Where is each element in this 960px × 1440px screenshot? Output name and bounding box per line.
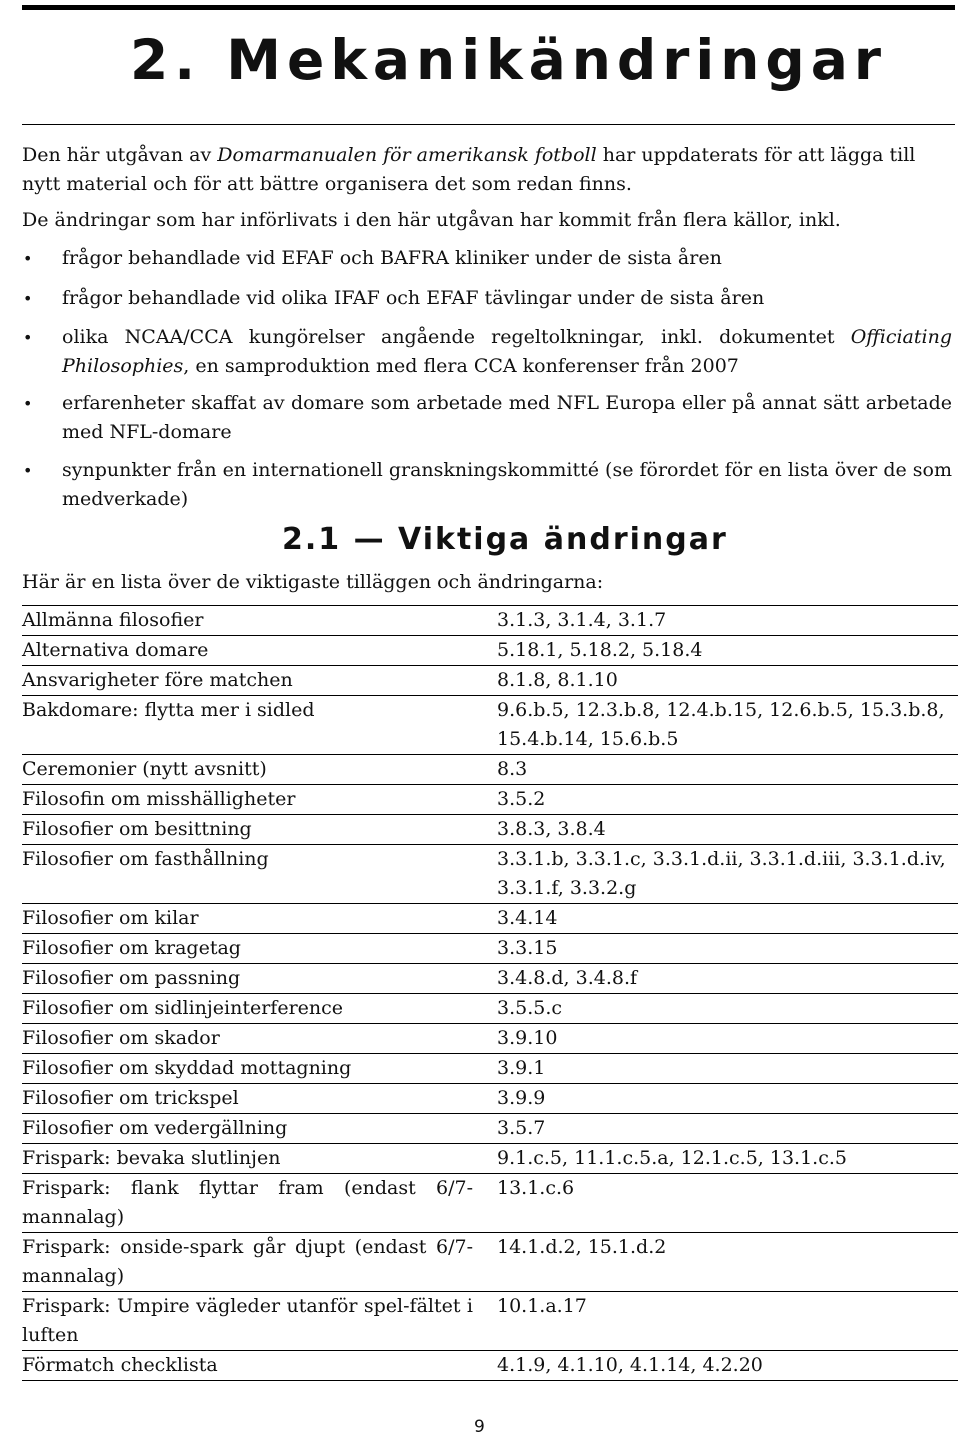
- refs-cell: 8.3: [497, 755, 958, 785]
- table-row: [22, 606, 958, 636]
- topic-cell: Filosofier om trickspel: [22, 1084, 497, 1114]
- list-item: [22, 389, 952, 447]
- topic-cell: Frispark: flank flyttar fram (endast 6/7-mannalag): [22, 1174, 497, 1233]
- topic-cell: Filosofier om sidlinjeinterference: [22, 994, 497, 1024]
- refs-cell: 3.9.1: [497, 1054, 958, 1084]
- manual-title: Domarmanualen för amerikansk fotboll: [217, 144, 597, 166]
- table-row: [22, 1114, 958, 1144]
- topic-cell: Allmänna filosofier: [22, 606, 497, 636]
- bullet-text-after: , en samproduktion med flera CCA konferenser från 2007: [183, 355, 739, 377]
- topic-cell: Alternativa domare: [22, 636, 497, 666]
- list-item: [22, 323, 952, 381]
- refs-cell: 3.5.2: [497, 785, 958, 815]
- refs-cell: 10.1.a.17: [497, 1292, 958, 1351]
- refs-cell: 3.9.10: [497, 1024, 958, 1054]
- section-heading: 2.1 — Viktiga ändringar: [282, 522, 728, 557]
- refs-cell: 3.9.9: [497, 1084, 958, 1114]
- refs-cell: 13.1.c.6: [497, 1174, 958, 1233]
- bullet-text: frågor behandlade vid olika IFAF och EFAF tävlingar under de sista åren: [62, 287, 765, 309]
- refs-cell: 3.1.3, 3.1.4, 3.1.7: [497, 606, 958, 636]
- bullet-icon: •: [23, 289, 33, 308]
- bullet-text: [62, 323, 952, 381]
- bullet-text-before: olika NCAA/CCA kungörelser angående regeltolkningar, inkl. dokumentet: [62, 326, 851, 348]
- table-row: [22, 815, 958, 845]
- title-rule: [22, 124, 955, 125]
- table-row: [22, 785, 958, 815]
- topic-cell: Filosofier om fasthållning: [22, 845, 497, 904]
- intro-text-after: har uppdaterats för att lägga till nytt material och för att bättre organisera det som redan finns.: [22, 144, 916, 195]
- topic-cell: Ansvarigheter före matchen: [22, 666, 497, 696]
- topic-cell: Filosofier om skador: [22, 1024, 497, 1054]
- table-row: [22, 1233, 958, 1292]
- topic-cell: Filosofin om misshälligheter: [22, 785, 497, 815]
- table-row: [22, 1292, 958, 1351]
- table-row: [22, 904, 958, 934]
- table-row: [22, 1144, 958, 1174]
- topic-cell: Förmatch checklista: [22, 1351, 497, 1381]
- page-number: 9: [474, 1417, 485, 1437]
- intro-text-before: Den här utgåvan av: [22, 144, 218, 166]
- refs-cell: 8.1.8, 8.1.10: [497, 666, 958, 696]
- table-row: [22, 696, 958, 755]
- bullet-icon: •: [23, 249, 33, 268]
- topic-cell: Filosofier om kragetag: [22, 934, 497, 964]
- bullet-text: frågor behandlade vid EFAF och BAFRA kliniker under de sista åren: [62, 247, 722, 269]
- topic-cell: Filosofier om skyddad mottagning: [22, 1054, 497, 1084]
- table-row: [22, 1054, 958, 1084]
- refs-cell: 3.3.15: [497, 934, 958, 964]
- changes-table: [22, 605, 958, 1381]
- top-rule: [22, 5, 955, 10]
- table-row: [22, 1174, 958, 1233]
- refs-cell: 4.1.9, 4.1.10, 4.1.14, 4.2.20: [497, 1351, 958, 1381]
- refs-cell: 9.1.c.5, 11.1.c.5.a, 12.1.c.5, 13.1.c.5: [497, 1144, 958, 1174]
- topic-cell: Filosofier om passning: [22, 964, 497, 994]
- bullet-icon: •: [23, 394, 33, 413]
- topic-cell: Ceremonier (nytt avsnitt): [22, 755, 497, 785]
- list-item: [22, 284, 952, 313]
- bullet-text: erfarenheter skaffat av domare som arbetade med NFL Europa eller på annat sätt arbetade med NFL-domare: [62, 392, 952, 443]
- page-title: 2. Mekanikändringar: [130, 28, 888, 92]
- topic-cell: Frispark: onside-spark går djupt (endast 6/7-mannalag): [22, 1233, 497, 1292]
- table-row: [22, 845, 958, 904]
- topic-cell: Filosofier om besittning: [22, 815, 497, 845]
- table-row: [22, 755, 958, 785]
- topic-cell: Filosofier om vedergällning: [22, 1114, 497, 1144]
- bullet-text: synpunkter från en internationell granskningskommitté (se förordet för en lista över de som medverkade): [62, 459, 952, 510]
- refs-cell: 14.1.d.2, 15.1.d.2: [497, 1233, 958, 1292]
- table-row: [22, 1024, 958, 1054]
- intro-paragraph: [22, 141, 952, 199]
- list-item: [22, 456, 952, 514]
- list-item: [22, 244, 952, 273]
- document-title: Officiating Philosophies: [62, 326, 952, 377]
- refs-cell: 9.6.b.5, 12.3.b.8, 12.4.b.15, 12.6.b.5, 15.3.b.8, 15.4.b.14, 15.6.b.5: [497, 696, 958, 755]
- table-row: [22, 934, 958, 964]
- list-intro: Här är en lista över de viktigaste tilläggen och ändringarna:: [22, 571, 604, 593]
- topic-cell: Bakdomare: flytta mer i sidled: [22, 696, 497, 755]
- table-row: [22, 1351, 958, 1381]
- table-row: [22, 994, 958, 1024]
- table-row: [22, 1084, 958, 1114]
- refs-cell: 3.8.3, 3.8.4: [497, 815, 958, 845]
- topic-cell: Frispark: bevaka slutlinjen: [22, 1144, 497, 1174]
- refs-cell: 3.4.8.d, 3.4.8.f: [497, 964, 958, 994]
- refs-cell: 3.5.7: [497, 1114, 958, 1144]
- table-row: [22, 636, 958, 666]
- topic-cell: Frispark: Umpire vägleder utanför spel-fältet i luften: [22, 1292, 497, 1351]
- bullet-icon: •: [23, 328, 33, 347]
- table-row: [22, 666, 958, 696]
- bullet-icon: •: [23, 461, 33, 480]
- refs-cell: 5.18.1, 5.18.2, 5.18.4: [497, 636, 958, 666]
- topic-cell: Filosofier om kilar: [22, 904, 497, 934]
- refs-cell: 3.3.1.b, 3.3.1.c, 3.3.1.d.ii, 3.3.1.d.iii, 3.3.1.d.iv, 3.3.1.f, 3.3.2.g: [497, 845, 958, 904]
- refs-cell: 3.4.14: [497, 904, 958, 934]
- sources-intro: De ändringar som har införlivats i den här utgåvan har kommit från flera källor, inkl.: [22, 209, 841, 231]
- table-row: [22, 964, 958, 994]
- refs-cell: 3.5.5.c: [497, 994, 958, 1024]
